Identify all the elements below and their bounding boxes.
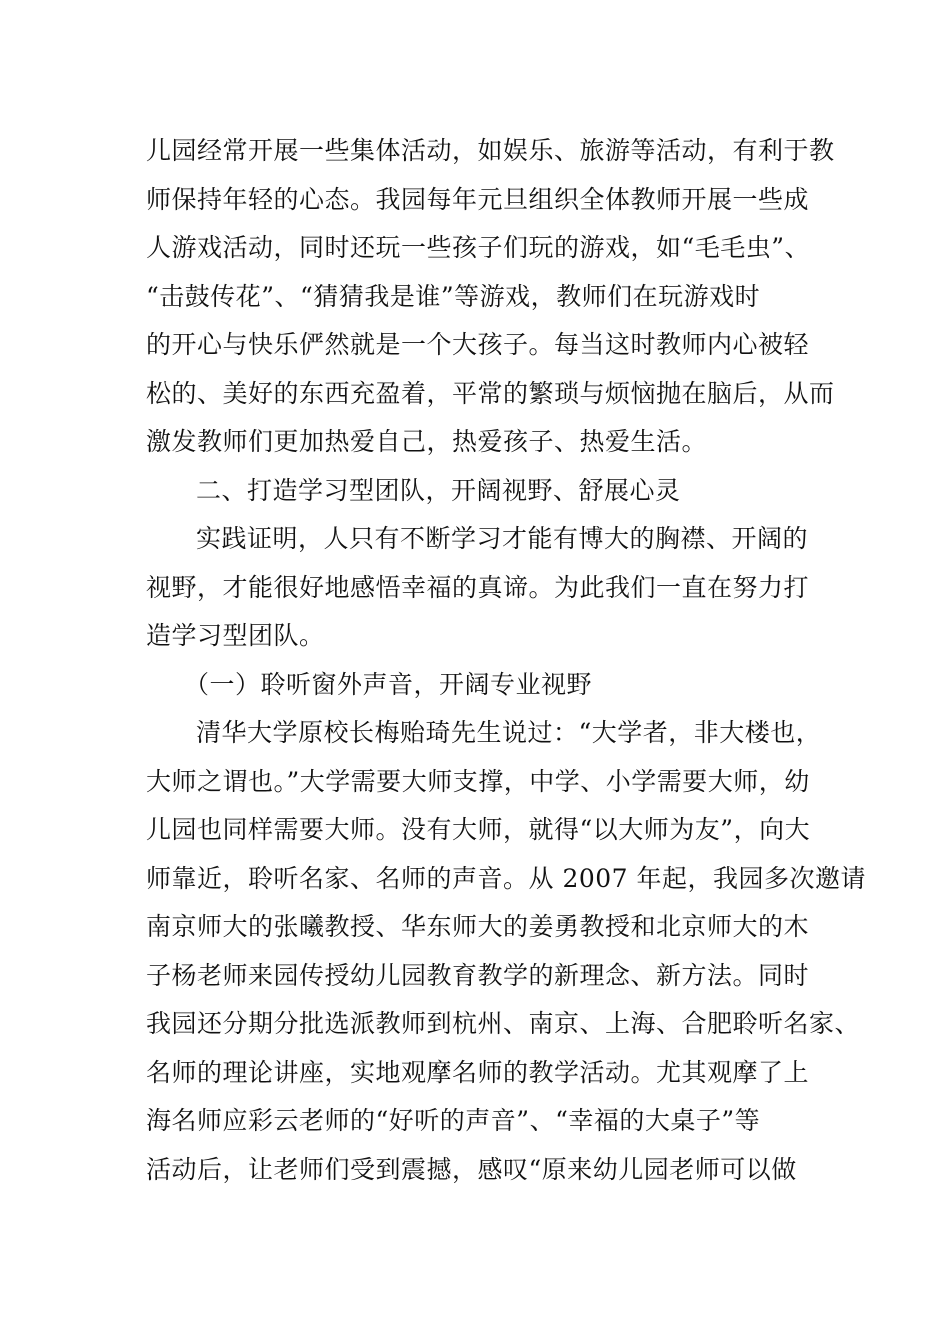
- text-line: 儿园经常开展一些集体活动，如娱乐、旅游等活动，有利于教: [146, 136, 835, 165]
- text-line: 师靠近，聆听名家、名师的声音。从 2007 年起，我园多次邀请: [146, 863, 867, 893]
- section-heading: 二、打造学习型团队，开阔视野、舒展心灵: [196, 475, 681, 505]
- text-line: 松的、美好的东西充盈着，平常的繁琐与烦恼抛在脑后，从而: [146, 378, 835, 408]
- text-line: 我园还分期分批选派教师到杭州、南京、上海、合肥聆听名家、: [146, 1009, 861, 1038]
- text-line: 造学习型团队。: [146, 621, 325, 650]
- text-line: 南京师大的张曦教授、华东师大的姜勇教授和北京师大的木: [146, 912, 810, 941]
- text-line: 大师之谓也。”大学需要大师支撑，中学、小学需要大师，幼: [146, 766, 810, 796]
- text-line: 海名师应彩云老师的“好听的声音”、“幸福的大桌子”等: [146, 1106, 761, 1135]
- body-text: [146, 127, 867, 1194]
- text-line: 视野，才能很好地感悟幸福的真谛。为此我们一直在努力打: [146, 572, 810, 602]
- text-line: 儿园也同样需要大师。没有大师，就得“以大师为友”，向大: [146, 815, 811, 844]
- text-line: 名师的理论讲座，实地观摩名师的教学活动。尤其观摩了上: [146, 1057, 810, 1087]
- text-line: 子杨老师来园传授幼儿园教育教学的新理念、新方法。同时: [146, 960, 810, 990]
- subsection-heading: （一）聆听窗外声音，开阔专业视野: [184, 669, 593, 699]
- text-line: 师保持年轻的心态。我园每年元旦组织全体教师开展一些成: [146, 184, 810, 214]
- text-line: 人游戏活动，同时还玩一些孩子们玩的游戏，如“毛毛虫”、: [146, 233, 811, 262]
- text-line: 活动后，让老师们受到震撼，感叹“原来幼儿园老师可以做: [146, 1154, 797, 1184]
- text-line: 激发教师们更加热爱自己，热爱孩子、热爱生活。: [146, 427, 708, 456]
- text-line: 的开心与快乐俨然就是一个大孩子。每当这时教师内心被轻: [146, 330, 810, 359]
- text-line: 实践证明，人只有不断学习才能有博大的胸襟、开阔的: [196, 524, 809, 553]
- text-line: 清华大学原校长梅贻琦先生说过：“大学者，非大楼也，: [196, 718, 822, 747]
- text-line: “击鼓传花”、“猜猜我是谁”等游戏，教师们在玩游戏时: [146, 281, 761, 311]
